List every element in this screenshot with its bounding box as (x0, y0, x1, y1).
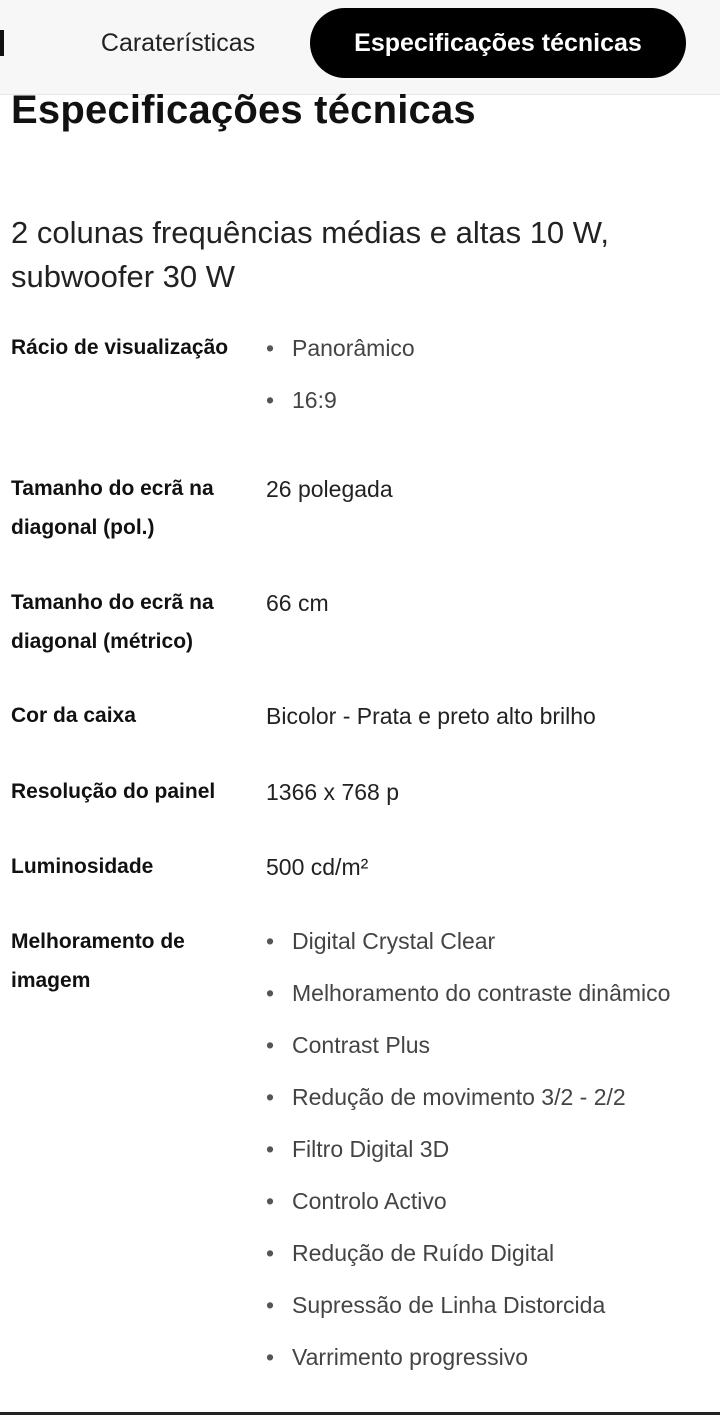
list-item: • Controlo Activo (266, 1183, 706, 1220)
previous-tab-edge[interactable] (0, 30, 4, 56)
spec-value-list (266, 923, 706, 1391)
spec-value: 26 polegada (266, 476, 393, 502)
list-item: • Panorâmico (266, 330, 706, 367)
spec-value: 1366 x 768 p (266, 779, 400, 805)
spec-subtitle: 2 colunas frequências médias e altas 10 W, subwoofer 30 W (11, 215, 609, 294)
tab-bar (0, 0, 720, 95)
spec-value-list (266, 330, 706, 434)
spec-label: Melhoramento de imagem (11, 930, 185, 992)
list-item: • Melhoramento do contraste dinâmico (266, 975, 706, 1012)
spec-label: Luminosidade (11, 855, 154, 878)
list-item: • 16:9 (266, 382, 706, 419)
list-item: • Redução de movimento 3/2 - 2/2 (266, 1079, 706, 1116)
spec-value: 500 cd/m² (266, 854, 369, 880)
tab-features[interactable]: Caraterísticas (100, 29, 256, 57)
spec-label: Cor da caixa (11, 704, 136, 727)
spec-value: Bicolor - Prata e preto alto brilho (266, 703, 596, 729)
spec-label: Tamanho do ecrã na diagonal (pol.) (11, 477, 214, 539)
page-title: Especificações técnicas (11, 88, 476, 132)
list-item: • Contrast Plus (266, 1027, 706, 1064)
list-item: • Supressão de Linha Distorcida (266, 1287, 706, 1324)
list-item: • Varrimento progressivo (266, 1339, 706, 1376)
spec-label: Resolução do painel (11, 780, 216, 803)
spec-value: 66 cm (266, 590, 329, 616)
tab-technical-specs[interactable]: Especificações técnicas (310, 8, 686, 78)
list-item: • Digital Crystal Clear (266, 923, 706, 960)
list-item: • Filtro Digital 3D (266, 1131, 706, 1168)
spec-label: Tamanho do ecrã na diagonal (métrico) (11, 591, 214, 653)
spec-label: Rácio de visualização (11, 336, 229, 359)
list-item: • Redução de Ruído Digital (266, 1235, 706, 1272)
